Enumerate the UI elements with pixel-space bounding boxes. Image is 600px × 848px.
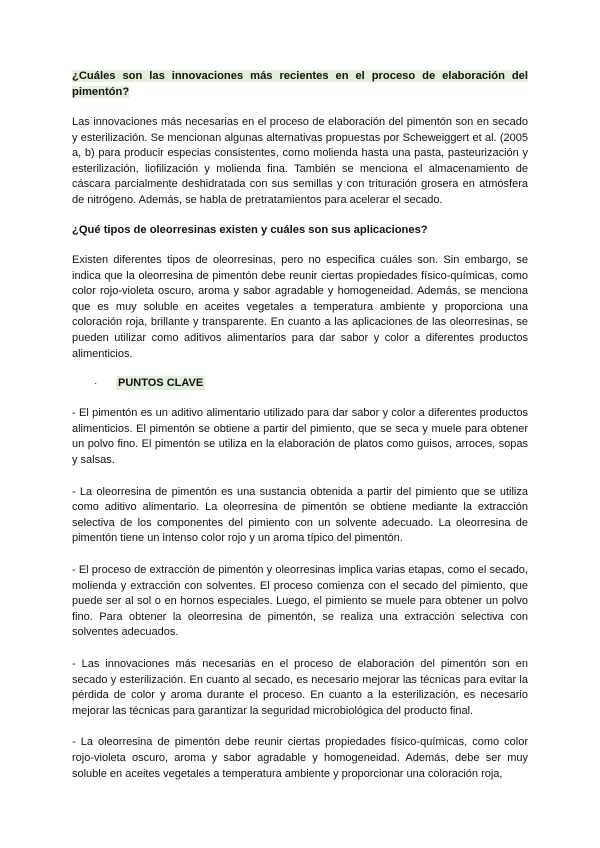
- bullet-icon: ·: [94, 377, 98, 389]
- question-heading-innovations: [72, 69, 528, 100]
- key-point-item: - La oleorresina de pimentón es una sustancia obtenida a partir del pimiento que se utiliza como aditivo alimentario. La oleorresina de pimentón se obtiene mediante la extracción selectiva de los componentes del pimiento con un solvente adecuado. La oleorresina de pimentón tiene un intenso color rojo y un aroma típico del pimentón.: [72, 485, 528, 545]
- key-points-heading: [72, 376, 528, 390]
- answer-paragraph-innovations: Las innovaciones más necesarias en el proceso de elaboración del pimentón son en secado y esterilización. Se mencionan algunas alternativas propuestas por Scheweiggert et al. (2005 a, b) para producir especias consistentes, como molienda hasta una pasta, pasteurización y esterilización, liofilización y molienda fina. También se menciona el almacenamiento de cáscara parcialmente deshidratada con sus semillas y con trituración grosera en atmósfera de nitrógeno. Además, se habla de pretratamientos para acelerar el secado.: [72, 116, 528, 206]
- document-content: [72, 69, 528, 782]
- key-point-item: - La oleorresina de pimentón debe reunir ciertas propiedades físico-químicas, como color rojo-violeta oscuro, aroma y sabor agradable y homogeneidad. Además, debe ser muy soluble en aceites vegetales a temperatura ambiente y proporcionar una coloración roja,: [72, 736, 528, 780]
- key-point-item: - El proceso de extracción de pimentón y oleorresinas implica varias etapas, como el secado, molienda y extracción con solventes. El proceso comienza con el secado del pimiento, que puede ser al sol o en hornos especiales. Luego, el pimiento se muele para obtener un polvo fino. Para obtener la oleorresina de pimentón, se realiza una extracción selectiva con solventes adecuados.: [72, 563, 528, 639]
- answer-paragraph-oleoresins: Existen diferentes tipos de oleorresinas, pero no especifica cuáles son. Sin embargo, se indica que la oleorresina de pimentón debe reunir ciertas propiedades físico-químicas, como color rojo-violeta oscuro, aroma y sabor agradable y homogeneidad. Además, se menciona que es muy soluble en aceites vegetales a temperatura ambiente y proporciona una coloración roja, brillante y transparente. En cuanto a las aplicaciones de las oleorresinas, se pueden utilizar como aditivos alimentarios para dar sabor y color a diferentes productos alimenticios.: [72, 254, 528, 360]
- heading-highlight: ¿Cuáles son las innovaciones más recientes en el proceso de elaboración del pimentón?: [72, 70, 528, 98]
- key-point-item: - Las innovaciones más necesarias en el proceso de elaboración del pimentón son en secado y esterilización. En cuanto al secado, es necesario mejorar las técnicas para evitar la pérdida de color y aroma durante el proceso. En cuanto a la esterilización, es necesario mejorar las técnicas para garantizar la seguridad microbiológica del producto final.: [72, 657, 528, 717]
- key-points-title: PUNTOS CLAVE: [118, 377, 204, 390]
- key-point-item: - El pimentón es un aditivo alimentario utilizado para dar sabor y color a diferentes productos alimenticios. El pimentón se obtiene a partir del pimiento, que se seca y muele para obtener un polvo fino. El pimentón se utiliza en la elaboración de platos como guisos, arroces, sopas y salsas.: [72, 407, 528, 466]
- question-heading-oleoresins: ¿Qué tipos de oleorresinas existen y cuáles son sus aplicaciones?: [72, 223, 428, 236]
